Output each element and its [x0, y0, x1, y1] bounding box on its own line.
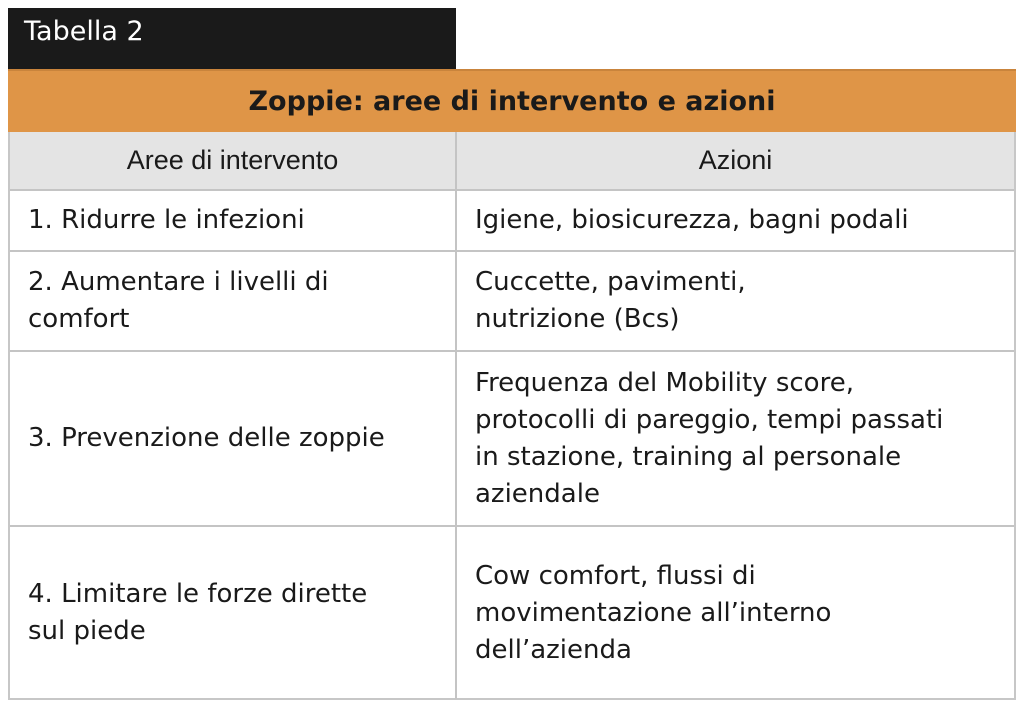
cell-area: 4. Limitare le forze dirette sul piede: [10, 527, 457, 699]
cell-azioni: Cow comfort, flussi di movimentazione all’interno dell’azienda: [475, 560, 832, 665]
table-label: Tabella 2: [8, 8, 456, 69]
table-row: [10, 191, 1014, 252]
cell-area: 2. Aumentare i livelli di comfort: [10, 252, 457, 350]
cell-azioni: Cuccette, pavimenti, nutrizione (Bcs): [475, 267, 746, 334]
cell-azioni: Frequenza del Mobility score, protocolli di pareggio, tempi passati in stazione, training al personale aziendale: [475, 367, 944, 509]
header-aree-di-intervento: Aree di intervento: [10, 132, 457, 189]
table-header-row: [10, 132, 1014, 191]
table-title: Zoppie: aree di intervento e azioni: [8, 69, 1016, 132]
table-row: [10, 352, 1014, 527]
cell-area: 1. Ridurre le infezioni: [10, 191, 457, 250]
table-row: [10, 252, 1014, 352]
cell-azioni: Igiene, biosicurezza, bagni podali: [475, 205, 909, 235]
header-azioni: Azioni: [698, 145, 773, 175]
data-table: [8, 69, 1016, 700]
table-row: [10, 527, 1014, 699]
table-body: [10, 191, 1014, 699]
cell-area: 3. Prevenzione delle zoppie: [10, 352, 457, 525]
